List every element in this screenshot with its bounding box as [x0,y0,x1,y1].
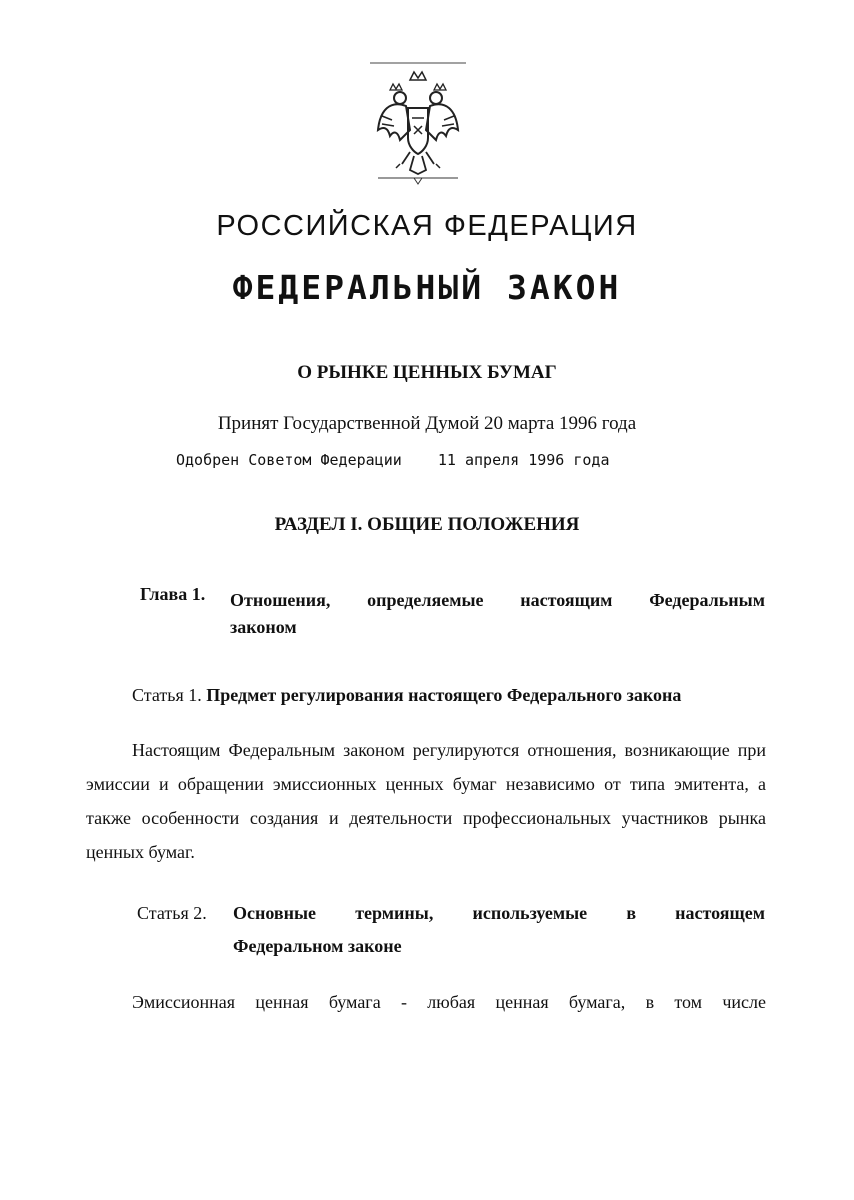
country-heading: РОССИЙСКАЯ ФЕДЕРАЦИЯ [216,210,638,242]
article-2-title-line-1: Основные термины, используемые в настоящем [233,903,765,923]
chapter-title-line-2: законом [230,617,297,637]
russian-coat-of-arms-emblem [370,60,466,188]
article-1-text: Настоящим Федеральным законом регулируются отношения, возникающие при эмиссии и обращении эмиссионных ценных бумаг независимо от типа эмитента, а также особенности создания и деятельности профессиональных участников рынка ценных бумаг. [86,740,766,862]
approval-note: Одобрен Советом Федерации 11 апреля 1996 года [176,451,610,469]
law-title: О РЫНКЕ ЦЕННЫХ БУМАГ [297,362,557,383]
article-1-title: Предмет регулирования настоящего Федерального закона [206,685,682,705]
adoption-note: Принят Государственной Думой 20 марта 1996 года [217,413,637,434]
article-2-label: Статья 2. [137,903,207,923]
article-2-title-line-2: Федеральном законе [233,936,402,956]
chapter-title-line-1: Отношения, определяемые настоящим Федеральным [230,590,765,610]
law-type-heading: ФЕДЕРАЛЬНЫЙ ЗАКОН [232,268,622,307]
article-1-label: Статья 1. [132,685,202,705]
section-title: РАЗДЕЛ I. ОБЩИЕ ПОЛОЖЕНИЯ [274,514,580,535]
chapter-label: Глава 1. [140,584,206,604]
article-2-text: Эмиссионная ценная бумага - любая ценная бумага, в том числе [132,992,766,1012]
article-1-heading [132,685,681,706]
